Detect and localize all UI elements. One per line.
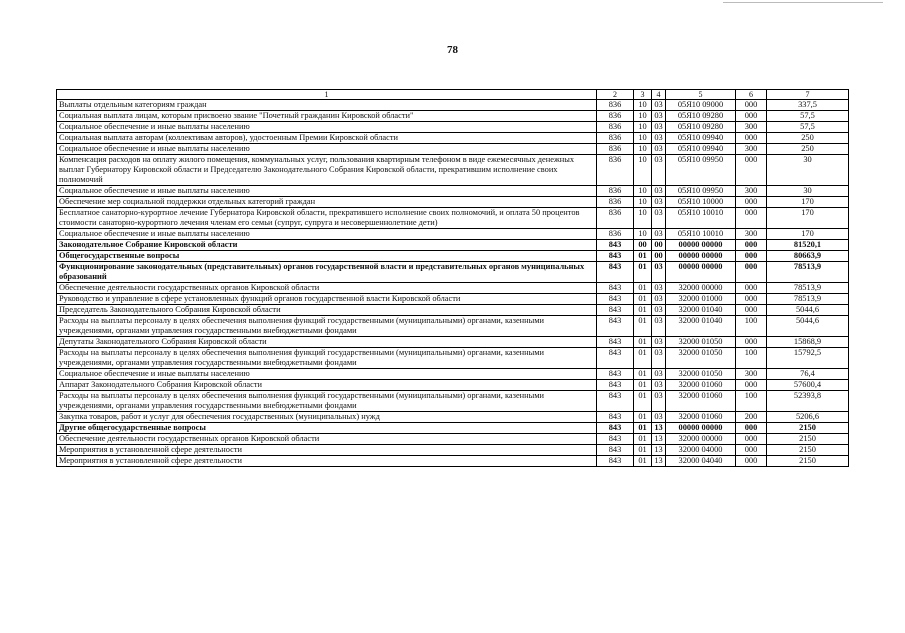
- row-grbs-cell: 843: [597, 423, 634, 434]
- row-section-cell: 01: [634, 283, 652, 294]
- table-row: [57, 305, 849, 316]
- row-expense-type-cell: 000: [736, 111, 767, 122]
- row-target-article-cell: 32000 01060: [666, 412, 736, 423]
- row-name-cell: Социальное обеспечение и иные выплаты населению: [57, 229, 597, 240]
- row-name-cell: Бесплатное санаторно-курортное лечение Губернатора Кировской области, прекратившего исполнение своих полномочий, и оплата 50 процентов стоимости санаторно-курортного лечения членам его семьи (супруг, супруга и несовершеннолетние дети): [57, 208, 597, 229]
- row-target-article-cell: 05Я10 09950: [666, 155, 736, 186]
- row-section-cell: 10: [634, 197, 652, 208]
- row-target-article-cell: 05Я10 09280: [666, 111, 736, 122]
- row-grbs-cell: 843: [597, 456, 634, 467]
- table-header-row: [57, 90, 849, 100]
- row-subsection-cell: 03: [652, 369, 666, 380]
- header-cell: 1: [57, 90, 597, 100]
- row-target-article-cell: 05Я10 09940: [666, 133, 736, 144]
- row-subsection-cell: 03: [652, 316, 666, 337]
- table-row: [57, 197, 849, 208]
- row-sum-cell: 78513,9: [767, 262, 849, 283]
- row-sum-cell: 170: [767, 208, 849, 229]
- page-number: 78: [447, 44, 458, 56]
- row-expense-type-cell: 000: [736, 445, 767, 456]
- row-target-article-cell: 00000 00000: [666, 240, 736, 251]
- row-section-cell: 01: [634, 445, 652, 456]
- row-grbs-cell: 836: [597, 122, 634, 133]
- row-name-cell: Обеспечение деятельности государственных органов Кировской области: [57, 434, 597, 445]
- row-section-cell: 01: [634, 294, 652, 305]
- row-subsection-cell: 13: [652, 445, 666, 456]
- row-grbs-cell: 843: [597, 434, 634, 445]
- row-subsection-cell: 03: [652, 122, 666, 133]
- row-name-cell: Председатель Законодательного Собрания Кировской области: [57, 305, 597, 316]
- row-grbs-cell: 843: [597, 283, 634, 294]
- row-subsection-cell: 03: [652, 111, 666, 122]
- header-cell: 5: [666, 90, 736, 100]
- row-target-article-cell: 32000 00000: [666, 434, 736, 445]
- table-row: [57, 251, 849, 262]
- row-sum-cell: 15868,9: [767, 337, 849, 348]
- row-subsection-cell: 00: [652, 240, 666, 251]
- row-sum-cell: 5044,6: [767, 305, 849, 316]
- row-section-cell: 01: [634, 348, 652, 369]
- row-sum-cell: 80663,9: [767, 251, 849, 262]
- row-grbs-cell: 836: [597, 144, 634, 155]
- row-sum-cell: 2150: [767, 423, 849, 434]
- row-sum-cell: 78513,9: [767, 294, 849, 305]
- row-subsection-cell: 13: [652, 456, 666, 467]
- row-section-cell: 10: [634, 208, 652, 229]
- table-row: [57, 186, 849, 197]
- row-expense-type-cell: 300: [736, 144, 767, 155]
- row-expense-type-cell: 000: [736, 197, 767, 208]
- row-grbs-cell: 836: [597, 229, 634, 240]
- row-target-article-cell: 00000 00000: [666, 251, 736, 262]
- row-grbs-cell: 843: [597, 316, 634, 337]
- row-grbs-cell: 843: [597, 369, 634, 380]
- row-target-article-cell: 32000 01060: [666, 380, 736, 391]
- row-grbs-cell: 836: [597, 155, 634, 186]
- row-section-cell: 10: [634, 155, 652, 186]
- row-grbs-cell: 843: [597, 391, 634, 412]
- row-grbs-cell: 843: [597, 337, 634, 348]
- row-name-cell: Руководство и управление в сфере установленных функций органов государственной власти Кировской области: [57, 294, 597, 305]
- row-subsection-cell: 03: [652, 100, 666, 111]
- table-row: [57, 369, 849, 380]
- row-expense-type-cell: 000: [736, 251, 767, 262]
- row-target-article-cell: 32000 01040: [666, 316, 736, 337]
- scan-edge-line: [723, 2, 883, 3]
- row-sum-cell: 57,5: [767, 122, 849, 133]
- row-section-cell: 10: [634, 229, 652, 240]
- table-row: [57, 229, 849, 240]
- header-cell: 2: [597, 90, 634, 100]
- row-name-cell: Мероприятия в установленной сфере деятельности: [57, 445, 597, 456]
- row-subsection-cell: 03: [652, 144, 666, 155]
- row-subsection-cell: 03: [652, 337, 666, 348]
- row-section-cell: 01: [634, 423, 652, 434]
- row-target-article-cell: 05Я10 09000: [666, 100, 736, 111]
- row-name-cell: Социальная выплата лицам, которым присвоено звание "Почетный гражданин Кировской области": [57, 111, 597, 122]
- row-expense-type-cell: 000: [736, 283, 767, 294]
- row-expense-type-cell: 000: [736, 423, 767, 434]
- row-expense-type-cell: 000: [736, 337, 767, 348]
- row-expense-type-cell: 000: [736, 434, 767, 445]
- row-target-article-cell: 32000 01060: [666, 391, 736, 412]
- row-grbs-cell: 843: [597, 348, 634, 369]
- row-name-cell: Общегосударственные вопросы: [57, 251, 597, 262]
- row-sum-cell: 337,5: [767, 100, 849, 111]
- row-target-article-cell: 32000 01000: [666, 294, 736, 305]
- row-sum-cell: 52393,8: [767, 391, 849, 412]
- row-section-cell: 01: [634, 412, 652, 423]
- row-subsection-cell: 03: [652, 262, 666, 283]
- row-name-cell: Социальное обеспечение и иные выплаты населению: [57, 369, 597, 380]
- row-grbs-cell: 843: [597, 262, 634, 283]
- row-section-cell: 01: [634, 456, 652, 467]
- row-section-cell: 10: [634, 122, 652, 133]
- table-row: [57, 337, 849, 348]
- row-expense-type-cell: 000: [736, 294, 767, 305]
- row-expense-type-cell: 000: [736, 155, 767, 186]
- row-target-article-cell: 32000 01050: [666, 369, 736, 380]
- row-name-cell: Закупка товаров, работ и услуг для обеспечения государственных (муниципальных) нужд: [57, 412, 597, 423]
- row-expense-type-cell: 000: [736, 240, 767, 251]
- row-subsection-cell: 03: [652, 412, 666, 423]
- row-sum-cell: 30: [767, 186, 849, 197]
- row-expense-type-cell: 300: [736, 369, 767, 380]
- row-name-cell: Социальная выплата авторам (коллективам авторов), удостоенным Премии Кировской области: [57, 133, 597, 144]
- table-row: [57, 434, 849, 445]
- row-section-cell: 01: [634, 369, 652, 380]
- row-section-cell: 10: [634, 111, 652, 122]
- row-sum-cell: 250: [767, 133, 849, 144]
- row-expense-type-cell: 100: [736, 391, 767, 412]
- row-grbs-cell: 843: [597, 305, 634, 316]
- table-row: [57, 144, 849, 155]
- row-subsection-cell: 03: [652, 380, 666, 391]
- row-expense-type-cell: 100: [736, 348, 767, 369]
- header-cell: 3: [634, 90, 652, 100]
- row-expense-type-cell: 000: [736, 208, 767, 229]
- row-expense-type-cell: 000: [736, 100, 767, 111]
- row-sum-cell: 2150: [767, 445, 849, 456]
- row-section-cell: 10: [634, 186, 652, 197]
- row-sum-cell: 78513,9: [767, 283, 849, 294]
- row-expense-type-cell: 000: [736, 456, 767, 467]
- row-grbs-cell: 843: [597, 294, 634, 305]
- budget-table: [56, 89, 849, 467]
- row-sum-cell: 57600,4: [767, 380, 849, 391]
- table-row: [57, 348, 849, 369]
- row-grbs-cell: 843: [597, 445, 634, 456]
- row-sum-cell: 30: [767, 155, 849, 186]
- row-subsection-cell: 13: [652, 434, 666, 445]
- row-grbs-cell: 843: [597, 251, 634, 262]
- table-row: [57, 445, 849, 456]
- row-subsection-cell: 03: [652, 391, 666, 412]
- row-name-cell: Социальное обеспечение и иные выплаты населению: [57, 186, 597, 197]
- row-section-cell: 01: [634, 380, 652, 391]
- row-name-cell: Компенсация расходов на оплату жилого помещения, коммунальных услуг, пользования квартирным телефоном в виде ежемесячных денежных выплат Губернатору Кировской области и Председателю Законодательного Собрания Кировской области, прекратившим исполнение своих полномочий: [57, 155, 597, 186]
- header-cell: 4: [652, 90, 666, 100]
- row-grbs-cell: 836: [597, 197, 634, 208]
- table-row: [57, 133, 849, 144]
- row-expense-type-cell: 100: [736, 316, 767, 337]
- row-expense-type-cell: 000: [736, 133, 767, 144]
- row-name-cell: Расходы на выплаты персоналу в целях обеспечения выполнения функций государственными (муниципальными) органами, казенными учреждениями, органами управления государственными внебюджетными фондами: [57, 391, 597, 412]
- table-row: [57, 456, 849, 467]
- row-sum-cell: 76,4: [767, 369, 849, 380]
- row-subsection-cell: 03: [652, 229, 666, 240]
- row-expense-type-cell: 000: [736, 380, 767, 391]
- row-target-article-cell: 32000 01050: [666, 337, 736, 348]
- row-name-cell: Другие общегосударственные вопросы: [57, 423, 597, 434]
- row-name-cell: Законодательное Собрание Кировской области: [57, 240, 597, 251]
- table-row: [57, 423, 849, 434]
- row-grbs-cell: 836: [597, 100, 634, 111]
- row-name-cell: Обеспечение мер социальной поддержки отдельных категорий граждан: [57, 197, 597, 208]
- row-expense-type-cell: 000: [736, 305, 767, 316]
- row-grbs-cell: 836: [597, 111, 634, 122]
- row-section-cell: 01: [634, 434, 652, 445]
- row-grbs-cell: 843: [597, 380, 634, 391]
- table-row: [57, 391, 849, 412]
- row-target-article-cell: 32000 04040: [666, 456, 736, 467]
- table-row: [57, 283, 849, 294]
- row-subsection-cell: 03: [652, 305, 666, 316]
- row-grbs-cell: 836: [597, 186, 634, 197]
- row-name-cell: Аппарат Законодательного Собрания Кировской области: [57, 380, 597, 391]
- row-name-cell: Расходы на выплаты персоналу в целях обеспечения выполнения функций государственными (муниципальными) органами, казенными учреждениями, органами управления государственными внебюджетными фондами: [57, 316, 597, 337]
- row-target-article-cell: 32000 01050: [666, 348, 736, 369]
- row-subsection-cell: 00: [652, 251, 666, 262]
- row-sum-cell: 15792,5: [767, 348, 849, 369]
- row-grbs-cell: 836: [597, 133, 634, 144]
- row-sum-cell: 2150: [767, 434, 849, 445]
- header-cell: 6: [736, 90, 767, 100]
- table-row: [57, 412, 849, 423]
- row-subsection-cell: 03: [652, 208, 666, 229]
- row-section-cell: 01: [634, 337, 652, 348]
- row-section-cell: 01: [634, 391, 652, 412]
- row-grbs-cell: 843: [597, 240, 634, 251]
- row-target-article-cell: 05Я10 10010: [666, 208, 736, 229]
- row-expense-type-cell: 000: [736, 262, 767, 283]
- row-subsection-cell: 03: [652, 294, 666, 305]
- row-name-cell: Социальное обеспечение и иные выплаты населению: [57, 144, 597, 155]
- table-row: [57, 380, 849, 391]
- row-sum-cell: 170: [767, 197, 849, 208]
- row-target-article-cell: 05Я10 09280: [666, 122, 736, 133]
- header-cell: 7: [767, 90, 849, 100]
- row-sum-cell: 250: [767, 144, 849, 155]
- row-expense-type-cell: 300: [736, 122, 767, 133]
- row-section-cell: 10: [634, 133, 652, 144]
- table-row: [57, 294, 849, 305]
- table-row: [57, 208, 849, 229]
- row-section-cell: 01: [634, 305, 652, 316]
- row-name-cell: Выплаты отдельным категориям граждан: [57, 100, 597, 111]
- row-sum-cell: 2150: [767, 456, 849, 467]
- row-target-article-cell: 05Я10 09940: [666, 144, 736, 155]
- row-target-article-cell: 00000 00000: [666, 262, 736, 283]
- row-name-cell: Обеспечение деятельности государственных органов Кировской области: [57, 283, 597, 294]
- table-row: [57, 316, 849, 337]
- table-row: [57, 100, 849, 111]
- row-expense-type-cell: 300: [736, 186, 767, 197]
- row-subsection-cell: 03: [652, 186, 666, 197]
- row-name-cell: Социальное обеспечение и иные выплаты населению: [57, 122, 597, 133]
- row-sum-cell: 57,5: [767, 111, 849, 122]
- row-target-article-cell: 32000 01040: [666, 305, 736, 316]
- row-grbs-cell: 836: [597, 208, 634, 229]
- row-subsection-cell: 03: [652, 155, 666, 186]
- row-subsection-cell: 03: [652, 283, 666, 294]
- row-subsection-cell: 03: [652, 133, 666, 144]
- row-sum-cell: 5206,6: [767, 412, 849, 423]
- row-sum-cell: 170: [767, 229, 849, 240]
- row-target-article-cell: 05Я10 09950: [666, 186, 736, 197]
- row-target-article-cell: 05Я10 10010: [666, 229, 736, 240]
- row-name-cell: Депутаты Законодательного Собрания Кировской области: [57, 337, 597, 348]
- row-subsection-cell: 13: [652, 423, 666, 434]
- row-expense-type-cell: 200: [736, 412, 767, 423]
- row-name-cell: Мероприятия в установленной сфере деятельности: [57, 456, 597, 467]
- row-section-cell: 01: [634, 262, 652, 283]
- row-section-cell: 01: [634, 316, 652, 337]
- table-row: [57, 262, 849, 283]
- row-target-article-cell: 05Я10 10000: [666, 197, 736, 208]
- row-name-cell: Расходы на выплаты персоналу в целях обеспечения выполнения функций государственными (муниципальными) органами, казенными учреждениями, органами управления государственными внебюджетными фондами: [57, 348, 597, 369]
- row-subsection-cell: 03: [652, 197, 666, 208]
- row-section-cell: 00: [634, 240, 652, 251]
- table-row: [57, 240, 849, 251]
- table-row: [57, 111, 849, 122]
- table-body: [57, 100, 849, 467]
- row-section-cell: 10: [634, 100, 652, 111]
- row-sum-cell: 81520,1: [767, 240, 849, 251]
- row-section-cell: 10: [634, 144, 652, 155]
- row-section-cell: 01: [634, 251, 652, 262]
- row-grbs-cell: 843: [597, 412, 634, 423]
- row-target-article-cell: 32000 00000: [666, 283, 736, 294]
- row-target-article-cell: 32000 04000: [666, 445, 736, 456]
- row-expense-type-cell: 300: [736, 229, 767, 240]
- row-name-cell: Функционирование законодательных (представительных) органов государственной власти и представительных органов муниципальных образований: [57, 262, 597, 283]
- table-row: [57, 122, 849, 133]
- row-subsection-cell: 03: [652, 348, 666, 369]
- row-target-article-cell: 00000 00000: [666, 423, 736, 434]
- row-sum-cell: 5044,6: [767, 316, 849, 337]
- table-row: [57, 155, 849, 186]
